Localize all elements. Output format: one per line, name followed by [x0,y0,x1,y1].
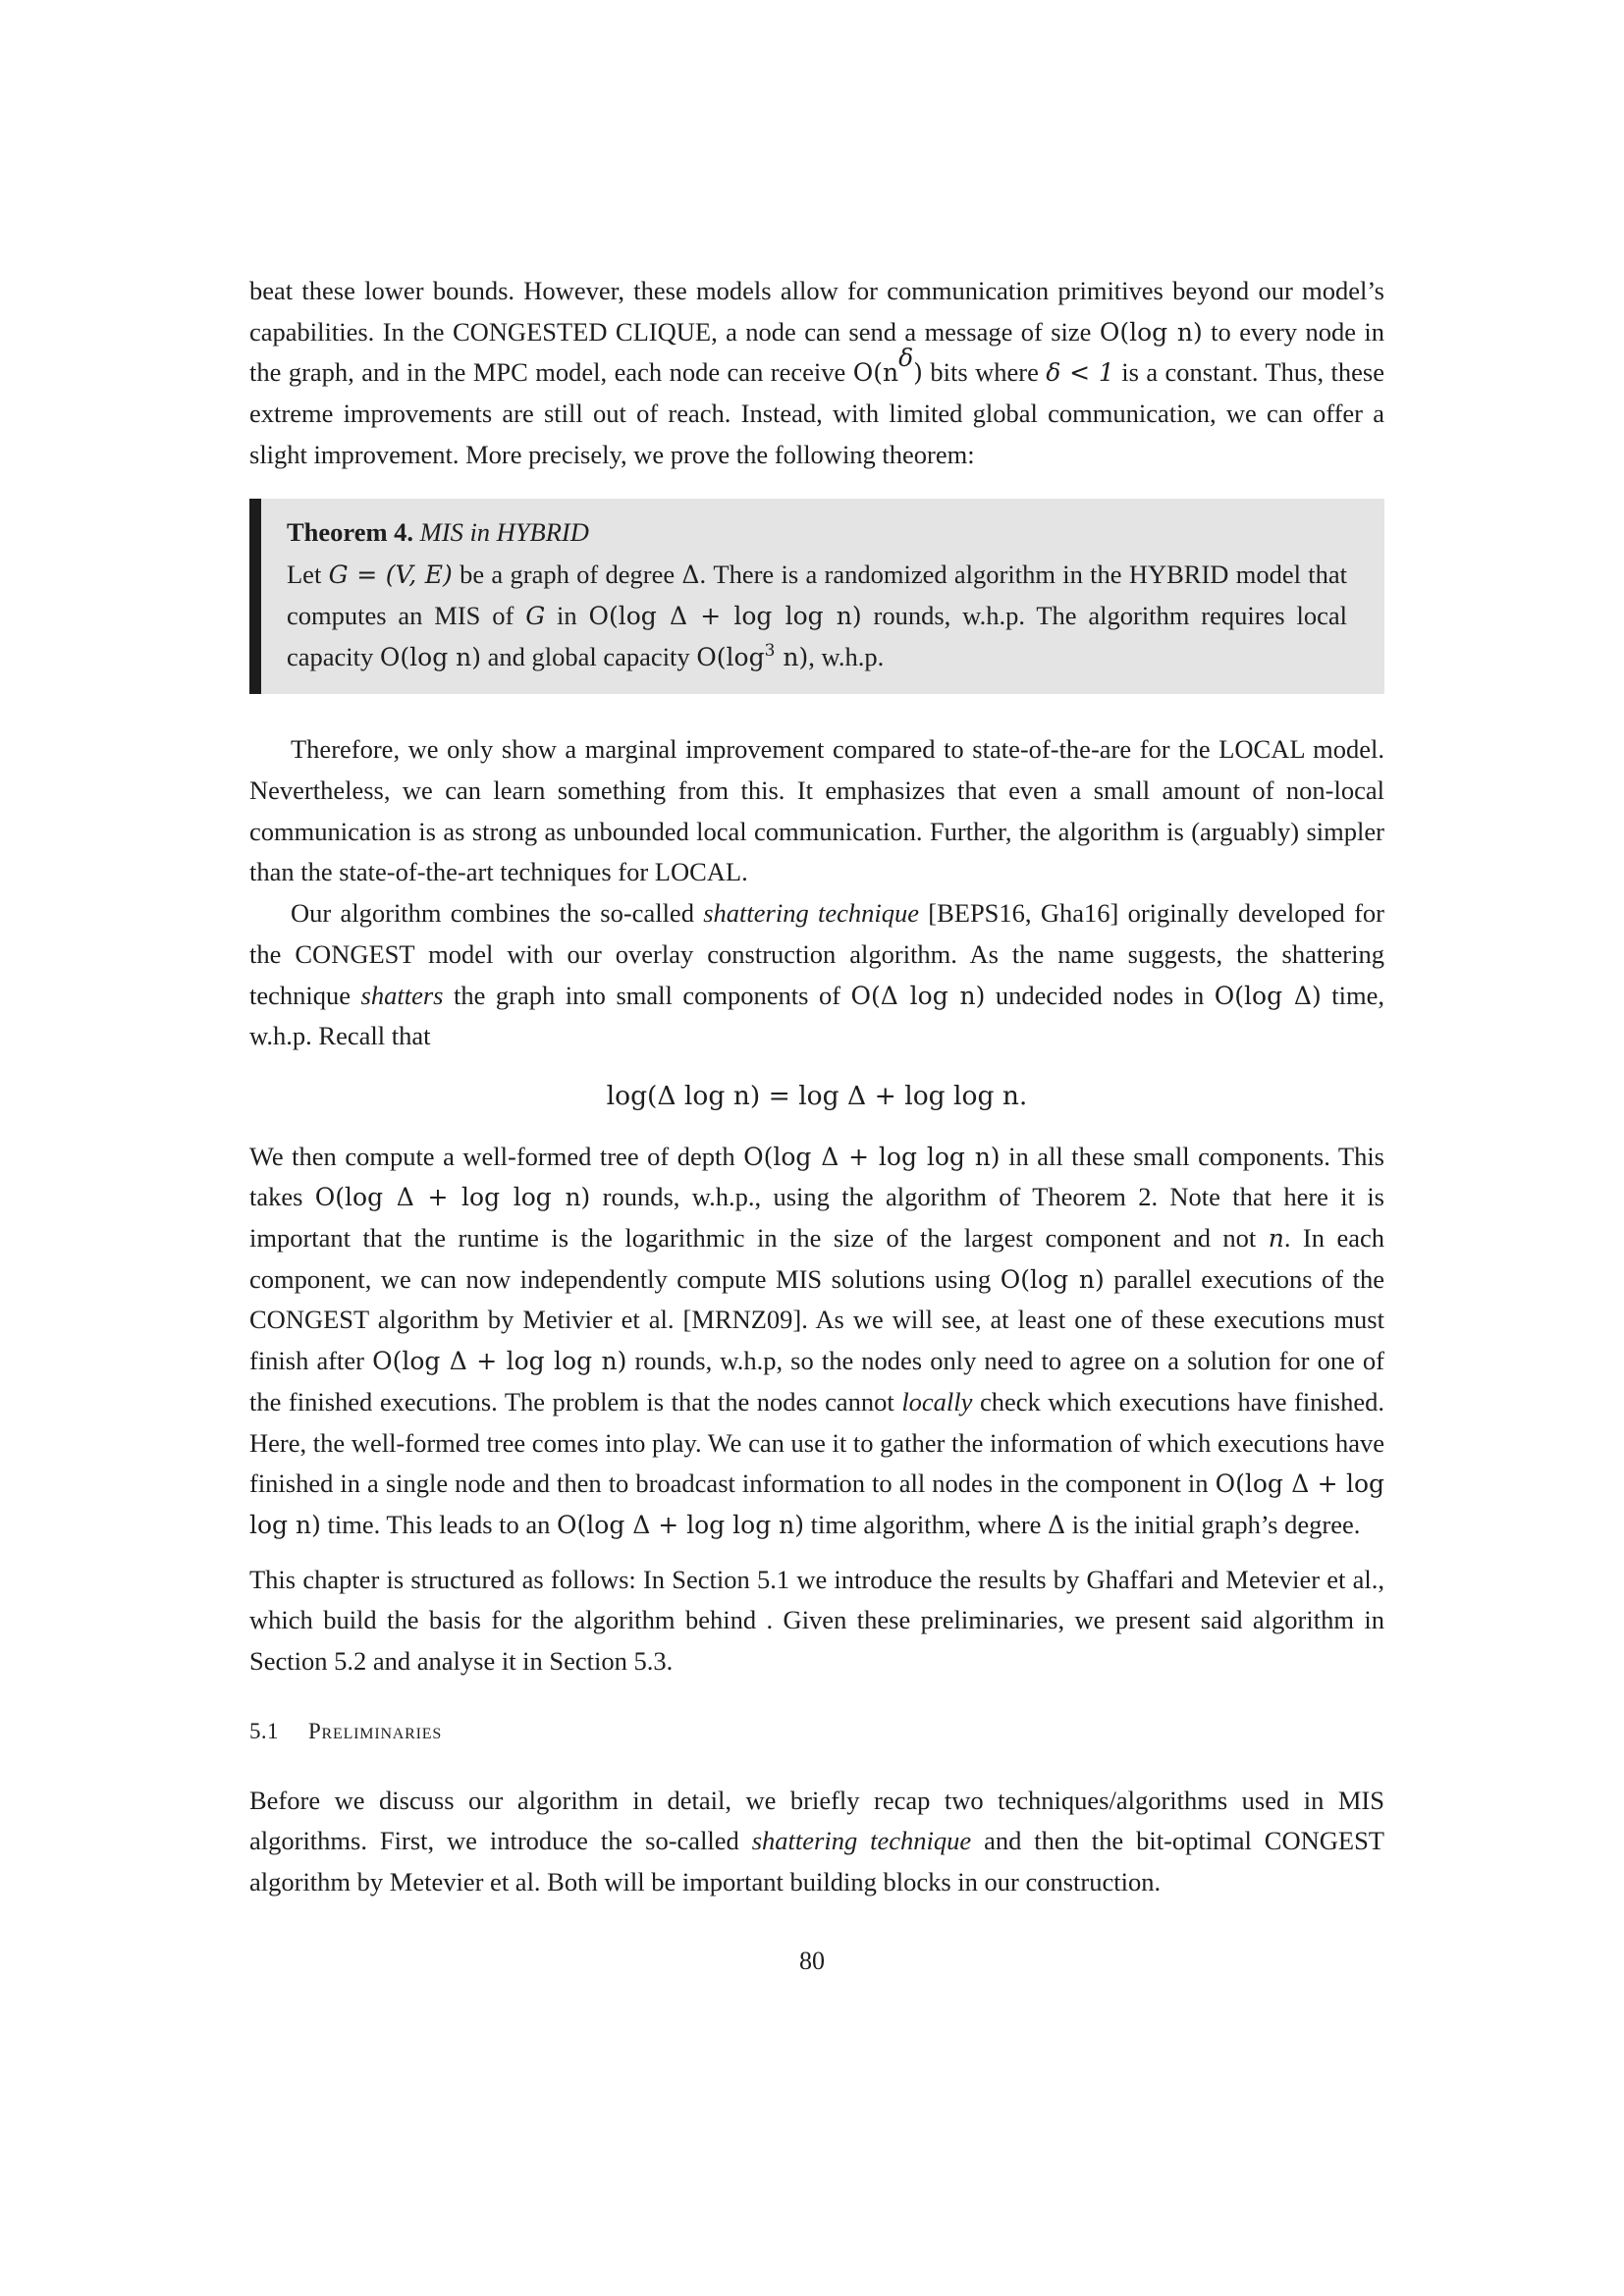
text-span: rounds, w.h.p., using the algorithm of Theorem 2. Note that here it is important that the runtime is the logarithmic in the size of the largest component and not [249,1182,1384,1254]
text-span: time, w.h.p. Recall that [249,980,1384,1051]
text-span: [BEPS16, Gha16] originally developed for the CONGEST model with our overlay construction algorithm. As the name suggests, the shattering technique [249,898,1384,1010]
math-expression: G [525,601,546,630]
theorem-heading [287,512,1347,554]
paragraph-structure: This chapter is structured as follows: In Section 5.1 we introduce the results by Ghaffari and Metevier et al., which build the basis for the algorithm behind . Given these preliminaries, we present said algorithm in Section 5.2 and analyse it in Section 5.3. [249,1564,1384,1677]
math-expression: O(log Δ + log log n) [743,1142,1001,1171]
math-expression: n [1268,1224,1284,1254]
math-expression: O(log Δ + log log n) [314,1183,591,1212]
math-expression: O(log n) [1099,317,1203,347]
text-span: bits where [922,357,1047,388]
text-span: . There is a randomized algorithm in the HYBRID model that computes an MIS of [287,560,1348,630]
text-span: in [545,600,589,630]
text-span: Before we discuss our algorithm in detail, we briefly recap two techniques/algorithms used in MIS algorithms. First, we introduce the so-called [249,1785,1384,1856]
text-span: parallel executions of the CONGEST algorithm by Metivier et al. [MRNZ09]. As we will see, at least one of these executions must finish after [249,1263,1384,1376]
text-span: is the initial graph’s degree. [1065,1509,1361,1539]
math-expression: Δ [1048,1510,1066,1539]
theorem-name: MIS in HYBRID [419,516,589,547]
math-expression: G = (V, E) [328,561,453,590]
math-close: ) [913,358,923,388]
text-span: beat these lower bounds. However, these models allow for communication primitives beyond our model’s capabilities. In the CONGESTED CLIQUE, a node can send a message of size [249,276,1384,347]
theorem-statement [287,555,1347,677]
text-span: . In each component, we can now independently compute MIS solutions using [249,1223,1384,1294]
math-base: O(log [696,642,765,671]
math-expression: O(log n) [379,642,482,671]
text-span: check which executions have finished. Here, the well-formed tree comes into play. We can use it to gather the information of which executions have finished in a single node and then to broadcast information to all nodes in the component in [249,1386,1384,1499]
paragraph-our-algorithm [249,893,1384,1057]
page-body [249,271,1384,1903]
section-title: Preliminaries [307,1718,443,1743]
text-span: rounds, w.h.p, so the nodes only need to agree on a solution for one of the finished executions. The problem is that the nodes cannot [249,1346,1384,1416]
math-superscript: δ [898,344,914,373]
math-expression [852,344,923,388]
theorem-label: Theorem 4. [287,516,414,547]
text-span: Let [287,560,329,590]
paragraph-tree [249,1137,1384,1546]
text-span: Our algorithm combines the so-called [291,898,704,929]
text-span: and global capacity [481,641,697,671]
section-heading [249,1711,1384,1752]
display-equation: log(Δ log n) = log Δ + log log n. [606,1080,1028,1111]
math-superscript: 3 [764,640,776,661]
text-span: to every node in the graph, and in the MPC model, each node can receive [249,316,1384,388]
emphasis-text: shattering technique [751,1826,972,1856]
paragraph-intro [249,271,1384,476]
math-expression: O(log Δ + log log n) [372,1347,627,1376]
math-expression [696,640,809,671]
theorem-box [249,499,1384,695]
emphasis-text: locally [901,1386,973,1416]
text-span: time. This leads to an [320,1509,558,1539]
math-expression: O(log n) [1000,1264,1105,1294]
text-span: We then compute a well-formed tree of depth [249,1141,744,1171]
math-expression: O(log Δ + log log n) [557,1510,805,1539]
emphasis-text: shatters [360,980,444,1010]
math-expression: O(Δ log n) [850,981,986,1010]
math-close: n) [775,642,809,671]
text-span: be a graph of degree [452,560,682,590]
text-span: , w.h.p. [808,641,885,671]
paragraph-before [249,1781,1384,1903]
math-expression: O(log Δ + log log n) [249,1469,1384,1539]
text-span: undecided nodes in [985,980,1215,1010]
math-expression: O(log Δ + log log n) [588,601,862,630]
paragraph-therefore: Therefore, we only show a marginal improvement compared to state-of-the-are for the LOCAL model. Nevertheless, we can learn something from this. It emphasizes that even a small amount of non-local communication is as strong as unbounded local communication. Further, the algorithm is (arguably) simpler than the state-of-the-art techniques for LOCAL. [249,734,1384,887]
text-span: rounds, w.h.p. The algorithm requires local capacity [287,600,1347,671]
text-span: time algorithm, where [804,1509,1049,1539]
text-span: is a constant. Thus, these extreme improvements are still out of reach. Instead, with limited global communication, we can offer a slight improvement. More precisely, we prove the following theorem: [249,357,1384,469]
section-number: 5.1 [249,1718,279,1743]
text-span: the graph into small components of [443,980,851,1010]
page-number: 80 [799,1947,825,1975]
emphasis-text: shattering technique [703,898,919,929]
math-base: O(n [852,358,899,388]
text-span: and then the bit-optimal CONGEST algorithm by Metevier et al. Both will be important building blocks in our construction. [249,1826,1384,1896]
math-expression: O(log Δ) [1214,981,1322,1010]
math-expression: δ < 1 [1046,358,1114,388]
text-span: in all these small components. This takes [249,1141,1384,1212]
math-expression: Δ [681,561,700,590]
